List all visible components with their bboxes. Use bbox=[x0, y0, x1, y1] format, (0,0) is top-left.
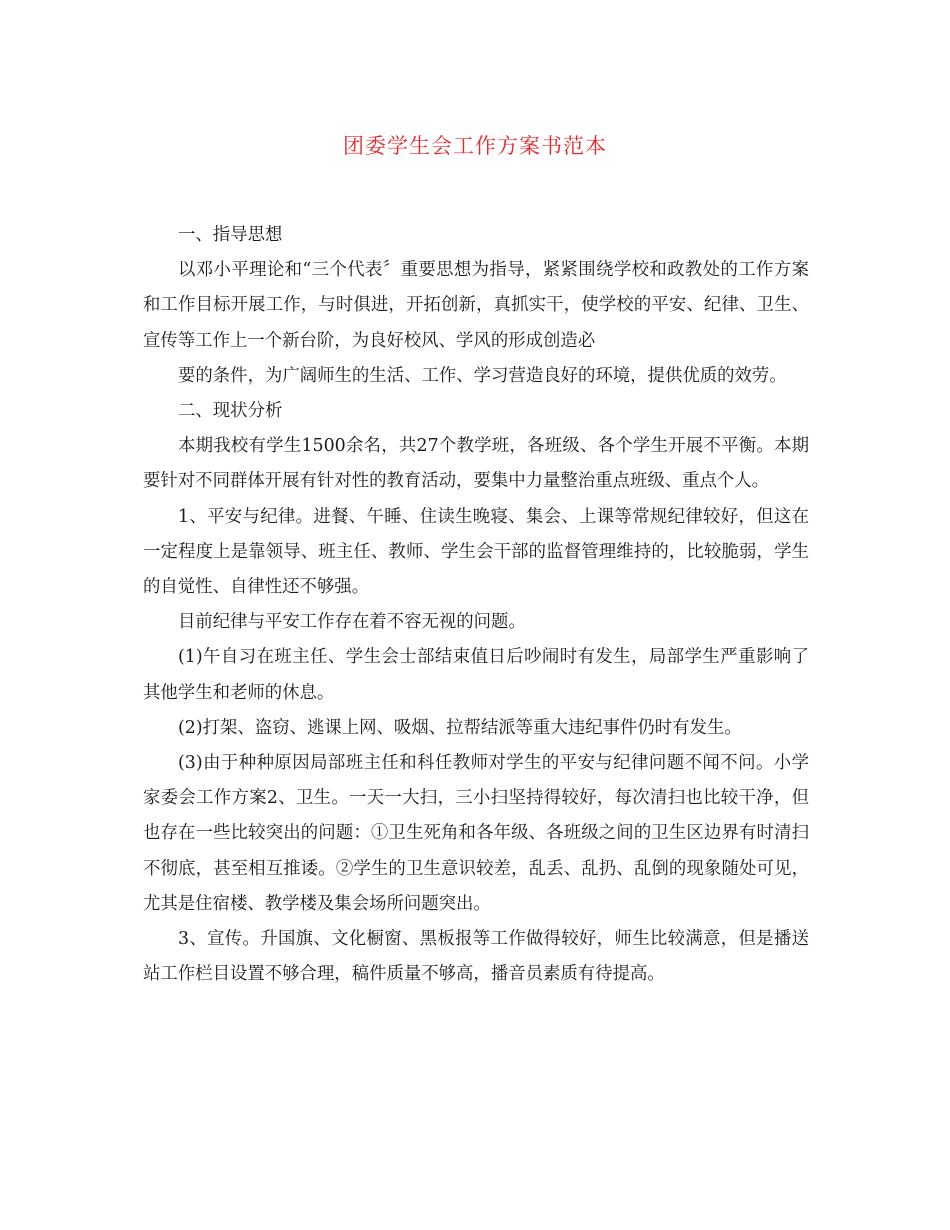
section-heading-status-analysis: 二、现状分析 bbox=[178, 401, 283, 422]
paragraph-guiding-ideology: 以邓小平理论和“三个代表〞重要思想为指导，紧紧围绕学校和政教处的工作方案和工作目标开展工作，与时俱进，开拓创新，真抓实干，使学校的平安、纪律、卫生、宣传等工作上一个新台阶，为良好校风、学风的形成创造必 bbox=[143, 260, 809, 351]
paragraph-publicity: 3、宣传。升国旗、文化橱窗、黑板报等工作做得较好，师生比较满意，但是播送站工作栏目设置不够合理，稿件质量不够高，播音员素质有待提高。 bbox=[143, 929, 809, 985]
document-body bbox=[143, 218, 809, 992]
paragraph-student-overview: 本期我校有学生1500余名，共27个教学班，各班级、各个学生开展不平衡。本期要针对不同群体开展有针对性的教育活动，要集中力量整治重点班级、重点个人。 bbox=[143, 436, 809, 492]
section-heading-guiding-ideology: 一、指导思想 bbox=[178, 225, 283, 245]
paragraph-issue-2: (2)打架、盗窃、逃课上网、吸烟、拉帮结派等重大违纪事件仍时有发生。 bbox=[178, 717, 742, 738]
paragraph-guiding-ideology-continued: 要的条件，为广阔师生的生活、工作、学习营造良好的环境，提供优质的效劳。 bbox=[178, 365, 787, 386]
paragraph-issue-3-hygiene: (3)由于种种原因局部班主任和科任教师对学生的平安与纪律问题不闻不问。小学家委会工作方案2、卫生。一天一大扫，三小扫坚持得较好，每次清扫也比较干净，但也存在一些比较突出的问题：①卫生死角和各年级、各班级之间的卫生区边界有时清扫不彻底，甚至相互推诿。②学生的卫生意识较差，乱丢、乱扔、乱倒的现象随处可见，尤其是住宿楼、教学楼及集会场所问题突出。 bbox=[143, 753, 809, 914]
paragraph-safety-discipline: 1、平安与纪律。进餐、午睡、住读生晚寝、集会、上课等常规纪律较好，但这在一定程度上是靠领导、班主任、教师、学生会干部的监督管理维持的，比较脆弱，学生的自觉性、自律性还不够强。 bbox=[143, 506, 809, 598]
paragraph-issue-1: (1)午自习在班主任、学生会士部结束值日后吵闹时有发生，局部学生严重影响了其他学生和老师的休息。 bbox=[143, 647, 809, 703]
document-title: 团委学生会工作方案书范本 bbox=[343, 134, 607, 158]
paragraph-discipline-issues: 目前纪律与平安工作存在着不容无视的问题。 bbox=[178, 612, 526, 633]
